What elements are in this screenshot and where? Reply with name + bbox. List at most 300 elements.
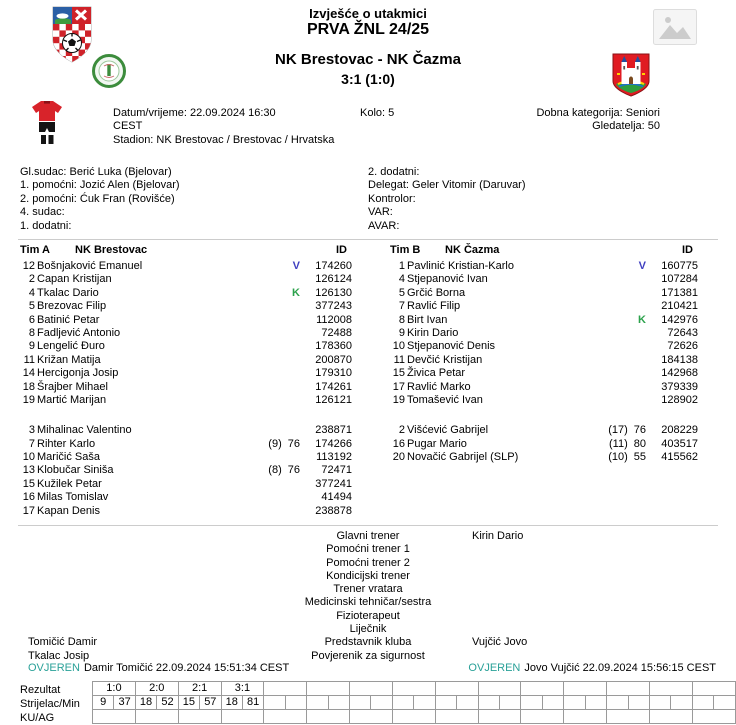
minute-cell: 37	[114, 696, 135, 710]
staff-row	[0, 596, 736, 609]
player-name: Ravlić Filip	[407, 300, 461, 313]
scorer-cell: 18	[221, 696, 242, 710]
match-datetime-stadium	[113, 107, 334, 147]
player-id: 171381	[661, 286, 698, 299]
player-number: 2	[28, 273, 35, 286]
player-id: 210421	[661, 300, 698, 313]
player-row	[20, 300, 352, 313]
minute-cell	[628, 696, 649, 710]
player-annotations	[242, 491, 300, 504]
result-cell	[692, 682, 735, 696]
player-row	[390, 273, 698, 286]
player-id: 41494	[321, 491, 352, 504]
scorer-cell	[264, 696, 285, 710]
results-row	[93, 682, 736, 696]
result-cell	[478, 682, 521, 696]
match-category-attendance	[536, 107, 660, 134]
scorer-row-label: Strijelac/Min	[20, 698, 80, 710]
player-id: 379339	[661, 380, 698, 393]
player-row	[20, 327, 352, 340]
sub-for-number: (11)	[609, 437, 628, 450]
scorer-cell	[521, 696, 542, 710]
player-number: 15	[392, 367, 405, 380]
player-name: Hercigonja Josip	[37, 367, 119, 380]
player-annotations	[588, 354, 646, 367]
player-row	[20, 287, 352, 300]
player-number: 8	[28, 326, 35, 339]
scorer-cell	[392, 696, 413, 710]
player-name: Šrajber Mihael	[37, 380, 108, 393]
player-annotations	[242, 273, 300, 286]
player-name: Grčić Borna	[407, 286, 466, 299]
player-number: 11	[23, 353, 35, 366]
player-name: Stjepanović Ivan	[407, 273, 488, 286]
results-grid	[92, 681, 736, 724]
player-number: 9	[398, 326, 405, 339]
player-number: 12	[22, 260, 35, 272]
staff-role-label: Povjerenik za sigurnost	[311, 649, 425, 662]
player-annotations	[242, 314, 300, 327]
player-number: 10	[22, 451, 35, 464]
id-column-header: ID	[336, 244, 347, 256]
player-row	[20, 381, 352, 394]
captain-marker: K	[292, 286, 300, 299]
player-id: 112008	[316, 313, 352, 326]
kuag-cell	[607, 710, 650, 724]
result-cell: 1:0	[93, 682, 136, 696]
player-annotations	[242, 478, 300, 491]
sub-minute: 76	[633, 424, 646, 437]
minute-cell	[328, 696, 349, 710]
player-row	[20, 340, 352, 353]
player-name: Stjepanović Denis	[407, 340, 496, 353]
player-row	[20, 314, 352, 327]
player-id: 415562	[661, 451, 698, 464]
player-number: 4	[398, 273, 405, 286]
result-cell	[435, 682, 478, 696]
player-id: 126130	[315, 286, 352, 299]
kuag-cell	[649, 710, 692, 724]
player-annotations	[588, 314, 646, 327]
minute-cell	[542, 696, 563, 710]
staff-row	[0, 543, 736, 556]
roster-team-a	[0, 243, 368, 518]
player-number: 14	[22, 367, 35, 380]
goalkeeper-marker: V	[638, 260, 646, 272]
player-id: 107284	[661, 273, 698, 286]
roster-header	[20, 243, 352, 260]
player-annotations	[242, 394, 300, 407]
result-cell: 2:0	[135, 682, 178, 696]
staff-row	[0, 623, 736, 636]
player-row	[390, 260, 698, 273]
staff-role-label: Kondicijski trener	[326, 569, 410, 582]
age-category: Dobna kategorija: Seniori	[536, 107, 660, 119]
sub-minute: 76	[287, 437, 300, 450]
player-id: 72471	[321, 464, 352, 477]
player-number: 6	[28, 313, 35, 326]
player-row	[390, 451, 698, 464]
official-line: AVAR:	[368, 219, 400, 232]
staff-home-value: Tomičić Damir	[28, 636, 98, 649]
staff-section	[0, 530, 736, 663]
player-name: Ravlić Marko	[407, 380, 471, 393]
player-annotations	[588, 273, 646, 286]
player-number: 8	[398, 313, 405, 326]
player-number: 20	[392, 451, 405, 464]
scorer-cell	[649, 696, 670, 710]
roster-gap	[20, 407, 352, 424]
player-row	[390, 394, 698, 407]
player-row	[390, 367, 698, 380]
match-round: Kolo: 5	[360, 107, 395, 119]
sub-for-number: (8)	[268, 464, 282, 477]
sub-for-number: (17)	[608, 424, 628, 437]
scorer-minute-row	[93, 696, 736, 710]
player-number: 19	[392, 393, 405, 406]
minute-cell	[585, 696, 606, 710]
player-name: Križan Matija	[37, 353, 101, 366]
player-annotations	[242, 438, 300, 451]
player-row	[390, 340, 698, 353]
certification-home	[28, 662, 289, 675]
report-title: Izvješće o utakmici	[309, 6, 427, 21]
staff-away-value: Kirin Dario	[472, 530, 524, 542]
player-name: Batinić Petar	[37, 313, 100, 326]
minute-cell	[371, 696, 392, 710]
player-id: 174261	[315, 380, 352, 393]
player-number: 18	[22, 380, 35, 393]
minute-cell	[285, 696, 306, 710]
goalkeeper-marker: V	[292, 260, 300, 272]
staff-row	[0, 636, 736, 649]
id-column-header: ID	[682, 244, 693, 256]
player-number: 9	[28, 340, 35, 353]
player-row	[390, 381, 698, 394]
staff-role-label: Fizioterapeut	[336, 609, 400, 622]
player-id: 142968	[661, 367, 698, 380]
player-id: 238878	[315, 504, 352, 517]
player-row	[20, 260, 352, 273]
player-id: 238871	[315, 424, 352, 437]
kuag-row	[93, 710, 736, 724]
scorer-cell: 18	[135, 696, 156, 710]
player-number: 17	[22, 504, 35, 517]
player-annotations	[588, 394, 646, 407]
kuag-cell	[435, 710, 478, 724]
staff-role-label: Predstavnik kluba	[324, 636, 412, 649]
minute-cell	[500, 696, 521, 710]
player-number: 10	[392, 340, 405, 353]
kuag-cell	[564, 710, 607, 724]
kuag-cell	[221, 710, 264, 724]
player-row	[20, 354, 352, 367]
scorer-cell	[564, 696, 585, 710]
player-number: 17	[392, 380, 405, 393]
certified-text-home: Damir Tomičić 22.09.2024 15:51:34 CEST	[83, 662, 290, 674]
player-annotations	[242, 327, 300, 340]
sub-minute: 76	[287, 464, 300, 477]
player-row	[390, 354, 698, 367]
player-id: 184138	[661, 353, 698, 366]
player-id: 142976	[661, 313, 698, 326]
player-name: Kužilek Petar	[37, 477, 102, 490]
official-line: 1. dodatni:	[20, 219, 72, 232]
player-name: Maričić Saša	[37, 451, 100, 464]
staff-row	[0, 557, 736, 570]
match-datetime: Datum/vrijeme: 22.09.2024 16:30	[113, 107, 276, 119]
player-annotations	[588, 300, 646, 313]
scorer-cell	[478, 696, 499, 710]
divider-staff	[18, 525, 718, 526]
staff-role-label: Pomoćni trener 1	[326, 543, 410, 556]
player-annotations	[588, 451, 646, 464]
officials-left	[20, 166, 180, 233]
minute-cell: 57	[200, 696, 221, 710]
certified-badge-away: OVJEREN	[468, 662, 521, 674]
team-name: NK Čazma	[445, 244, 500, 256]
captain-marker: K	[638, 313, 646, 326]
sub-for-number: (10)	[608, 451, 628, 464]
scorer-cell	[307, 696, 328, 710]
team-kit-icon	[30, 99, 64, 148]
player-row	[390, 287, 698, 300]
staff-role-label: Liječnik	[349, 623, 387, 636]
player-annotations	[242, 340, 300, 353]
kuag-cell	[350, 710, 393, 724]
official-line: 2. pomoćni: Ćuk Fran (Rovišće)	[20, 192, 175, 205]
player-annotations	[588, 340, 646, 353]
staff-row	[0, 530, 736, 543]
staff-home-value: Tkalac Josip	[28, 649, 90, 662]
result-cell	[350, 682, 393, 696]
scorer-cell: 9	[93, 696, 114, 710]
player-number: 19	[22, 393, 35, 406]
official-line: 2. dodatni:	[368, 166, 420, 178]
player-row	[390, 327, 698, 340]
official-line: Gl.sudac: Berić Luka (Bjelovar)	[20, 166, 172, 178]
roster-gap	[390, 407, 698, 424]
player-id: 126124	[315, 273, 352, 286]
scorer-cell	[607, 696, 628, 710]
player-annotations	[242, 381, 300, 394]
player-annotations	[588, 381, 646, 394]
player-id: 72626	[667, 340, 698, 353]
player-number: 7	[28, 437, 35, 450]
staff-row	[0, 650, 736, 663]
player-id: 200870	[315, 353, 352, 366]
scorer-cell	[435, 696, 456, 710]
official-line: 4. sudac:	[20, 206, 65, 219]
player-annotations	[588, 260, 646, 273]
staff-away-value: Vujčić Jovo	[472, 636, 528, 649]
fixture-title: NK Brestovac - NK Čazma	[275, 51, 461, 68]
kuag-row-label: KU/AG	[20, 712, 55, 724]
player-number: 2	[398, 424, 405, 437]
player-annotations	[242, 505, 300, 518]
staff-role-label: Trener vratara	[333, 583, 403, 596]
player-name: Kirin Dario	[407, 326, 459, 339]
player-name: Lengelić Đuro	[37, 340, 105, 353]
player-row	[390, 424, 698, 437]
player-name: Tkalac Dario	[37, 286, 99, 299]
player-row	[390, 300, 698, 313]
player-name: Martić Marijan	[37, 393, 107, 406]
player-number: 15	[22, 477, 35, 490]
player-annotations	[242, 424, 300, 437]
player-name: Kapan Denis	[37, 504, 100, 517]
kuag-cell	[478, 710, 521, 724]
certification-away	[468, 662, 716, 675]
staff-row	[0, 583, 736, 596]
player-annotations	[588, 424, 646, 437]
minute-cell: 81	[242, 696, 263, 710]
player-id: 72488	[321, 326, 352, 339]
result-cell	[607, 682, 650, 696]
player-annotations	[242, 260, 300, 273]
player-row	[20, 491, 352, 504]
player-annotations	[242, 464, 300, 477]
result-cell: 3:1	[221, 682, 264, 696]
player-annotations	[588, 287, 646, 300]
official-line: VAR:	[368, 206, 393, 219]
player-number: 16	[22, 491, 35, 504]
result-cell	[392, 682, 435, 696]
player-name: Bošnjaković Emanuel	[37, 260, 143, 272]
player-number: 16	[392, 437, 405, 450]
result-cell	[649, 682, 692, 696]
minute-cell	[457, 696, 478, 710]
player-annotations	[242, 300, 300, 313]
staff-role-label: Glavni trener	[336, 530, 400, 542]
player-row	[20, 451, 352, 464]
player-number: 5	[398, 286, 405, 299]
divider-officials	[18, 239, 718, 240]
player-id: 377241	[315, 477, 352, 490]
certified-badge-home: OVJEREN	[28, 662, 80, 674]
player-id: 174260	[315, 260, 352, 272]
player-id: 72643	[667, 326, 698, 339]
player-name: Mihalinac Valentino	[37, 424, 132, 437]
player-annotations	[242, 287, 300, 300]
minute-cell	[414, 696, 435, 710]
results-grid-wrap	[92, 681, 736, 724]
player-number: 11	[393, 353, 405, 366]
player-number: 1	[398, 260, 405, 272]
results-row-label: Rezultat	[20, 684, 61, 696]
kuag-cell	[521, 710, 564, 724]
kuag-cell	[135, 710, 178, 724]
sub-minute: 80	[633, 437, 646, 450]
player-name: Birt Ivan	[407, 313, 448, 326]
player-annotations	[242, 354, 300, 367]
staff-role-label: Medicinski tehničar/sestra	[304, 596, 432, 609]
kuag-cell	[307, 710, 350, 724]
scorer-cell	[350, 696, 371, 710]
kuag-cell	[392, 710, 435, 724]
player-annotations	[242, 451, 300, 464]
player-id: 403517	[661, 437, 698, 450]
certification-row	[0, 662, 736, 675]
player-number: 4	[28, 286, 35, 299]
player-id: 126121	[315, 393, 352, 406]
team-name: NK Brestovac	[75, 244, 148, 256]
result-cell	[521, 682, 564, 696]
roster-header	[390, 243, 698, 260]
player-annotations	[242, 367, 300, 380]
competition-title: PRVA ŽNL 24/25	[306, 21, 430, 38]
player-number: 7	[398, 300, 405, 313]
kuag-cell	[93, 710, 136, 724]
kuag-cell	[264, 710, 307, 724]
player-number: 5	[28, 300, 35, 313]
player-row	[20, 438, 352, 451]
kuag-cell	[692, 710, 735, 724]
final-score: 3:1 (1:0)	[341, 71, 395, 87]
player-name: Fadljević Antonio	[37, 326, 121, 339]
player-number: 3	[28, 424, 35, 437]
result-cell	[307, 682, 350, 696]
kuag-cell	[178, 710, 221, 724]
player-name: Capan Kristijan	[37, 273, 112, 286]
player-id: 208229	[661, 424, 698, 437]
team-label: Tim A	[20, 244, 50, 256]
player-annotations	[588, 327, 646, 340]
scorer-cell	[692, 696, 713, 710]
player-name: Klobučar Siniša	[37, 464, 114, 477]
staff-role-label: Pomoćni trener 2	[326, 556, 410, 569]
match-stadium: Stadion: NK Brestovac / Brestovac / Hrvatska	[113, 133, 335, 146]
player-name: Rihter Karlo	[37, 437, 96, 450]
player-id: 174266	[315, 437, 352, 450]
player-row	[20, 478, 352, 491]
result-cell: 2:1	[178, 682, 221, 696]
player-row	[20, 394, 352, 407]
certified-text-away: Jovo Vujčić 22.09.2024 15:56:15 CEST	[524, 662, 716, 674]
player-row	[20, 464, 352, 477]
player-row	[20, 367, 352, 380]
player-name: Pavlinić Kristian-Karlo	[407, 260, 514, 272]
scorer-cell: 15	[178, 696, 199, 710]
player-name: Živica Petar	[407, 367, 466, 380]
player-id: 377243	[315, 300, 352, 313]
player-name: Pugar Mario	[407, 437, 467, 450]
player-row	[390, 438, 698, 451]
player-id: 178360	[315, 340, 352, 353]
staff-row	[0, 570, 736, 583]
result-cell	[564, 682, 607, 696]
player-id: 128902	[661, 393, 698, 406]
attendance: Gledatelja: 50	[592, 120, 660, 133]
player-row	[20, 273, 352, 286]
match-timezone: CEST	[113, 120, 143, 133]
player-id: 113192	[316, 451, 352, 464]
player-name: Tomašević Ivan	[407, 393, 483, 406]
result-cell	[264, 682, 307, 696]
player-annotations	[588, 438, 646, 451]
player-name: Višćević Gabrijel	[407, 424, 489, 437]
player-row	[20, 505, 352, 518]
officials-right	[368, 166, 526, 233]
player-row	[390, 314, 698, 327]
player-name: Brezovac Filip	[37, 300, 107, 313]
player-id: 160775	[661, 260, 698, 272]
player-row	[20, 424, 352, 437]
staff-row	[0, 610, 736, 623]
player-number: 13	[22, 464, 35, 477]
official-line: 1. pomoćni: Jozić Alen (Bjelovar)	[20, 179, 180, 192]
roster-team-b	[368, 243, 736, 464]
